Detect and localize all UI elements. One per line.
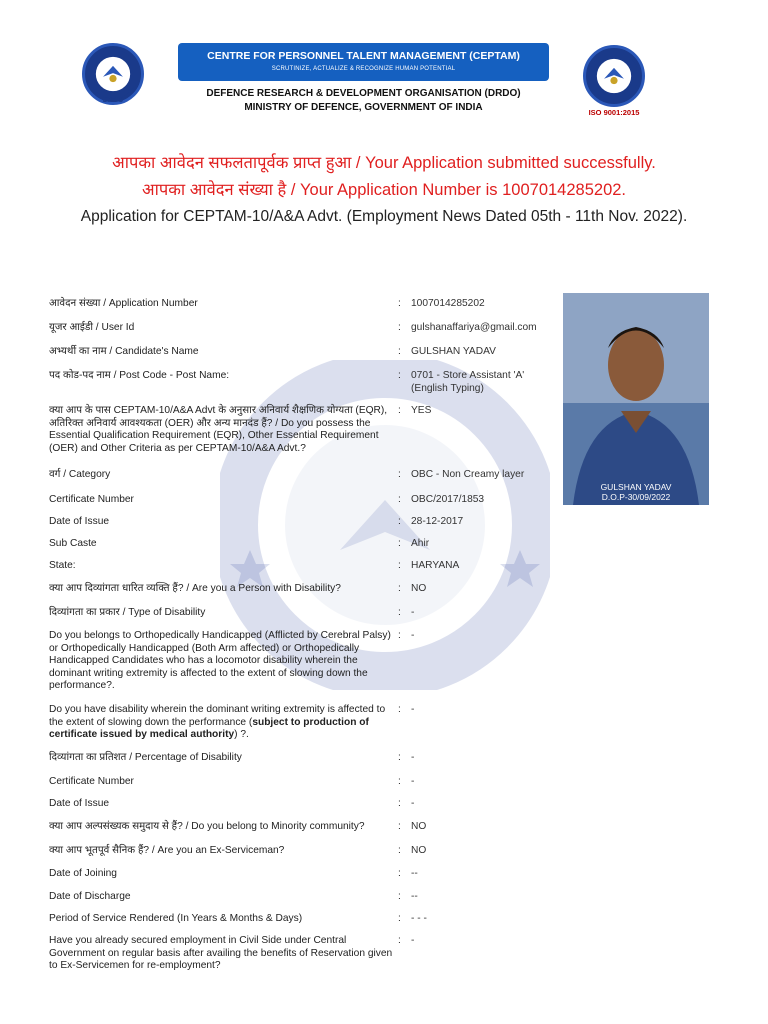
field-value: NO	[411, 821, 427, 832]
field-colon: :	[398, 607, 401, 618]
photo-caption-name: GULSHAN YADAV	[600, 482, 672, 492]
field-value: -	[411, 935, 415, 946]
field-value: 0701 - Store Assistant 'A' (English Typing)	[411, 370, 525, 394]
photo-caption-date: D.O.P-30/09/2022	[601, 492, 671, 502]
field-label: दिव्यांगता का प्रतिशत / Percentage of Disability	[49, 752, 242, 763]
org-line-1: DEFENCE RESEARCH & DEVELOPMENT ORGANISATION (DRDO)	[206, 88, 521, 99]
field-value: -	[411, 776, 415, 787]
field-colon: :	[398, 583, 401, 594]
field-label: आवेदन संख्या / Application Number	[49, 298, 198, 309]
field-value: GULSHAN YADAV	[411, 346, 496, 357]
field-colon: :	[398, 891, 401, 902]
field-label: पद कोड-पद नाम / Post Code - Post Name:	[49, 370, 230, 381]
field-colon: :	[398, 845, 401, 856]
drdo-logo-left	[82, 43, 144, 105]
field-value: -	[411, 607, 415, 618]
ceptam-banner	[178, 43, 549, 81]
field-value: -	[411, 752, 415, 763]
field-label: क्या आप के पास CEPTAM-10/A&A Advt के अनुसार अनिवार्य शैक्षणिक योग्यता (EQR), अतिरिक्त अनिवार्य आवश्यकता (OER) और अन्य मानदंड हैं? / Do you possess the Essential Qualification Requirement (EQR), Other Essential Requirement (OER) and Other Criteria as per CEPTAM-10/A&A Advt.?	[49, 405, 388, 454]
field-colon: :	[398, 538, 401, 549]
field-colon: :	[398, 630, 401, 641]
field-colon: :	[398, 868, 401, 879]
field-value: --	[411, 891, 418, 902]
field-label: क्या आप दिव्यांगता धारित व्यक्ति हैं? / Are you a Person with Disability?	[49, 583, 341, 594]
banner-subtitle: SCRUTINIZE, ACTUALIZE & RECOGNIZE HUMAN POTENTIAL	[271, 66, 456, 72]
field-label: Date of Issue	[49, 798, 110, 809]
photo-caption	[563, 482, 709, 502]
left-logo-label: DRDO	[102, 97, 124, 104]
label-text: Do you have disability wherein the dominant writing extremity is affected to the extent of slowing down the performance (	[49, 704, 386, 728]
field-label: Certificate Number	[49, 494, 134, 505]
field-colon: :	[398, 560, 401, 571]
label-text-end: ) ?.	[234, 729, 249, 740]
field-label: Date of Issue	[49, 516, 110, 527]
field-colon: :	[398, 346, 401, 357]
field-label: क्या आप भूतपूर्व सैनिक हैं? / Are you an Ex-Serviceman?	[49, 845, 285, 856]
field-label: Sub Caste	[49, 538, 97, 549]
field-colon: :	[398, 298, 401, 309]
field-value: 28-12-2017	[411, 516, 464, 527]
ceptam-logo-right	[583, 45, 645, 107]
banner-title: CENTRE FOR PERSONNEL TALENT MANAGEMENT (CEPTAM)	[207, 50, 520, 62]
field-label: Period of Service Rendered (In Years & Months & Days)	[49, 913, 303, 924]
application-number-message: आपका आवेदन संख्या है / Your Application Number is 1007014285202.	[141, 181, 627, 199]
field-value: gulshanaffariya@gmail.com	[411, 322, 537, 333]
field-label: Certificate Number	[49, 776, 134, 787]
field-value: -	[411, 704, 415, 715]
org-line-2: MINISTRY OF DEFENCE, GOVERNMENT OF INDIA	[244, 102, 483, 113]
field-label: अभ्यर्थी का नाम / Candidate's Name	[49, 346, 199, 357]
field-colon: :	[398, 516, 401, 527]
field-label: वर्ग / Category	[49, 469, 111, 480]
field-colon: :	[398, 913, 401, 924]
field-colon: :	[398, 704, 401, 715]
field-colon: :	[398, 752, 401, 763]
field-label: Date of Joining	[49, 868, 117, 879]
field-value: 1007014285202	[411, 298, 485, 309]
field-colon: :	[398, 821, 401, 832]
iso-label: ISO 9001:2015	[588, 108, 640, 117]
field-label: Do you belongs to Orthopedically Handicapped (Afflicted by Cerebral Palsy) or Orthopedically Handicapped (Both Arm affected) or Orthopedically Handicapped Candidates who has a locomotor disability wherein the dominant writing extremity is affected to the extent of slowing down the performance?.	[49, 630, 391, 691]
field-colon: :	[398, 776, 401, 787]
field-value: Ahir	[411, 538, 430, 549]
field-value: --	[411, 868, 418, 879]
field-colon: :	[398, 405, 401, 416]
field-value: OBC/2017/1853	[411, 494, 485, 505]
field-value: - - -	[411, 913, 427, 924]
field-colon: :	[398, 935, 401, 946]
field-value: NO	[411, 583, 427, 594]
field-value: OBC - Non Creamy layer	[411, 469, 525, 480]
field-label: दिव्यांगता का प्रकार / Type of Disability	[49, 607, 206, 618]
field-colon: :	[398, 494, 401, 505]
field-colon: :	[398, 370, 401, 381]
field-label: State:	[49, 560, 76, 571]
field-label-disability-writing	[49, 704, 394, 742]
field-value: YES	[411, 405, 432, 416]
label-bold-text: subject to production of certificate issued by medical authority	[49, 716, 369, 740]
field-label: क्या आप अल्पसंख्यक समुदाय से हैं? / Do you belong to Minority community?	[49, 821, 365, 832]
field-value: HARYANA	[411, 560, 460, 571]
success-message: आपका आवेदन सफलतापूर्वक प्राप्त हुआ / Your Application submitted successfully.	[112, 154, 656, 172]
field-colon: :	[398, 798, 401, 809]
candidate-photo	[563, 293, 709, 505]
field-colon: :	[398, 322, 401, 333]
field-value: -	[411, 798, 415, 809]
field-value: NO	[411, 845, 427, 856]
field-label: Have you already secured employment in Civil Side under Central Government on regular basis after availing the benefits of Reservation given to Ex-Servicemen for re-employment?	[49, 935, 393, 971]
field-value: -	[411, 630, 415, 641]
field-label: Date of Discharge	[49, 891, 131, 902]
field-colon: :	[398, 469, 401, 480]
advertisement-title: Application for CEPTAM-10/A&A Advt. (Employment News Dated 05th - 11th Nov. 2022).	[80, 208, 688, 225]
field-label: यूजर आईडी / User Id	[49, 322, 135, 333]
